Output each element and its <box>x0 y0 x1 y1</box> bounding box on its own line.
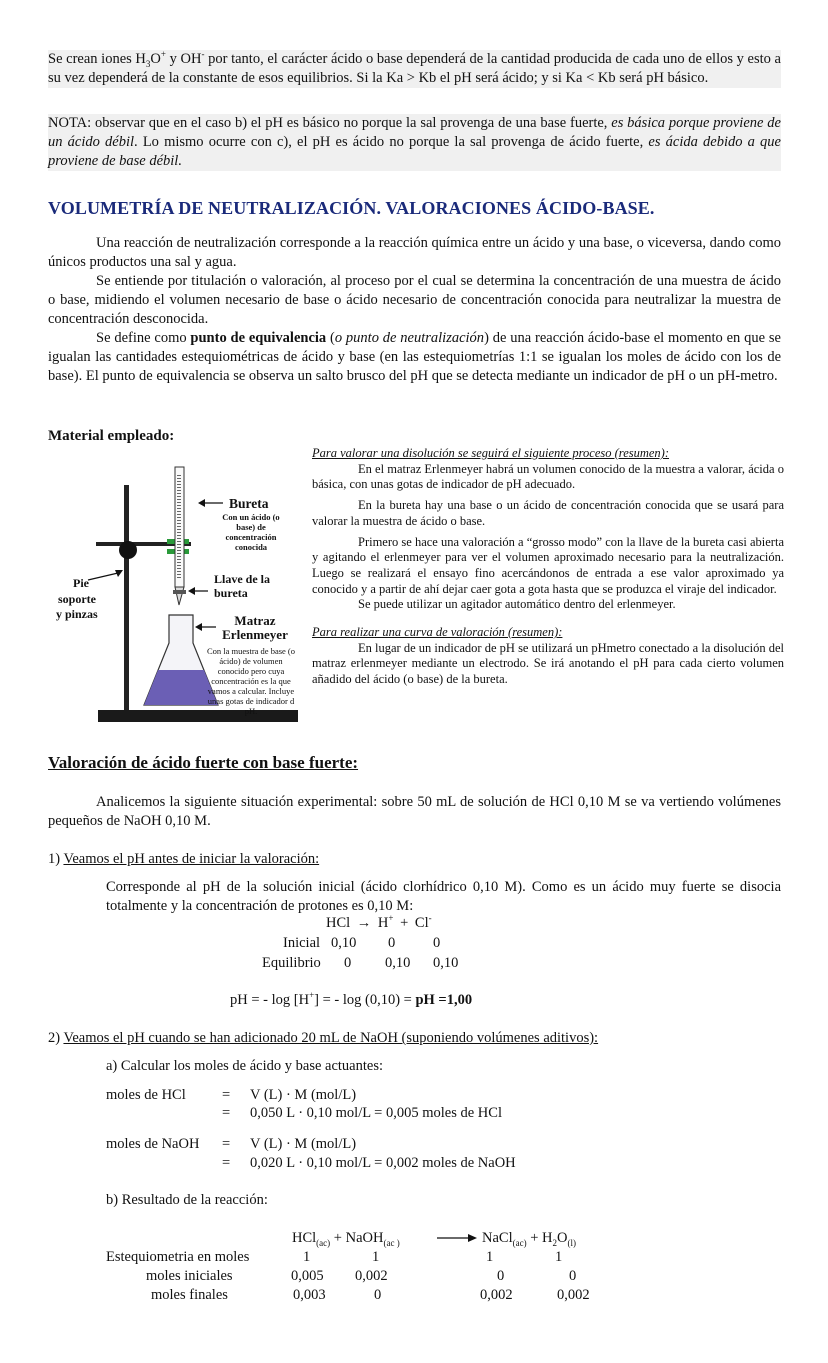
reaction-reactants: HCl$_{(ac)}$ + NaOH$_{(ac )}$ <box>292 1230 400 1248</box>
curve-step-1: En lugar de un indicador de pH se utilizará un pHmetro conectado a la disolución del matraz erlenmeyer mediante un electrodo. Se irá anotando el pH para cada cierto volumen añadido del ácido (o base) de la bureta. <box>312 640 784 687</box>
stoich-naoh: 1 <box>372 1249 380 1265</box>
section-paragraph-1: Una reacción de neutralización corresponde a la reacción química entre un ácido y una base, o viceversa, dando como únicos productos una sal y agua. <box>48 235 781 270</box>
fin-h2o: 0,002 <box>557 1287 590 1303</box>
fin-naoh: 0 <box>374 1287 382 1303</box>
row-eq-label: Equilibrio <box>262 955 321 971</box>
ini-hcl: 0,005 <box>291 1268 324 1284</box>
label-matraz-sub: Con la muestra de base (o ácido) de volumen conocido pero cuya concentración es la que vamos a calcular. Incluye unas gotas de indicador d pH. <box>206 646 296 716</box>
row-inicial-cl: 0 <box>433 935 441 951</box>
fin-hcl: 0,003 <box>293 1287 326 1303</box>
burette-tip <box>175 587 184 605</box>
material-title: Material empleado: <box>48 428 175 444</box>
stoich-nacl: 1 <box>486 1249 494 1265</box>
moles-naoh-line2: 0,020 L · 0,10 mol/L = 0,002 moles de NaOH <box>250 1155 516 1171</box>
reaction-products: NaCl$_{(ac)}$ + $H_2O_{(l)}$ <box>482 1230 576 1248</box>
reaction-arrow <box>437 1233 477 1243</box>
procedure-block <box>312 446 784 688</box>
label-pie: Pie <box>73 576 89 590</box>
moles-hcl-line2: 0,050 L · 0,10 mol/L = 0,005 moles de HCl <box>250 1105 502 1121</box>
section-title: VOLUMETRÍA DE NEUTRALIZACIÓN. VALORACIONES ÁCIDO-BASE. <box>48 198 655 218</box>
dissociation-equation: HCl → H+ + Cl- <box>326 913 432 931</box>
ini-label: moles iniciales <box>146 1268 233 1284</box>
ini-h2o: 0 <box>569 1268 577 1284</box>
intro-paragraph: Se crean iones $H_3O^+$ y OH- por tanto, el carácter ácido o base dependerá de la cantidad producida de cada uno de ellos y esto a su vez dependerá de la constante de esos equilibrios. Si la Ka > Kb el pH será ácido; y si Ka < Kb será pH básico. <box>48 49 781 86</box>
row-inicial-label: Inicial <box>283 935 321 951</box>
step1-heading: 1) Veamos el pH antes de iniciar la valoración: <box>48 851 320 867</box>
row-eq-hcl: 0 <box>344 955 352 971</box>
ini-naoh: 0,002 <box>355 1268 388 1284</box>
ph-result: pH =1,00 <box>415 992 473 1008</box>
row-eq-h: 0,10 <box>385 955 411 971</box>
procedure-step-1: En el matraz Erlenmeyer habrá un volumen conocido de la muestra a valorar, ácida o básica, con unas gotas de indicador de pH adecuado. <box>312 461 784 492</box>
valoracion-title: Valoración de ácido fuerte con base fuerte: <box>48 753 359 772</box>
step1-text: Corresponde al pH de la solución inicial (ácido clorhídrico 0,10 M). Como es un ácido muy fuerte se disocia totalmente y la concentración de protones es 0,10 M: <box>106 879 781 914</box>
ini-nacl: 0 <box>497 1268 505 1284</box>
valoracion-intro: Analicemos la siguiente situación experimental: sobre 50 mL de solución de HCl 0,10 M se va vertiendo volúmenes pequeños de NaOH 0,10 M. <box>48 794 781 829</box>
moles-naoh-label: moles de NaOH <box>106 1136 200 1152</box>
fin-nacl: 0,002 <box>480 1287 513 1303</box>
row-eq-cl: 0,10 <box>433 955 459 971</box>
step2-heading: 2) Veamos el pH cuando se han adicionado 20 mL de NaOH (suponiendo volúmenes aditivos): <box>48 1030 599 1046</box>
label-soporte: soporte <box>58 592 96 606</box>
stoich-h2o: 1 <box>555 1249 563 1265</box>
clamp-knob <box>119 541 137 559</box>
moles-hcl-label: moles de HCl <box>106 1087 186 1103</box>
moles-naoh-eq2: = <box>222 1155 231 1171</box>
burette-stopcock <box>173 590 186 594</box>
label-bureta: Bureta <box>229 496 269 511</box>
ph-calculation: pH = - log [H+] = - log (0,10) = pH =1,00 <box>230 990 473 1008</box>
moles-naoh-eq1: = <box>222 1136 231 1152</box>
section-paragraph-3: Se define como punto de equivalencia (o punto de neutralización) de una reacción ácido-base el momento en que se igualan las cantidades estequiométricas de ácido y base (en las estequiometrías 1:1 se igualan los moles de ácido con los de base). El punto de equivalencia se observa un salto brusco del pH que se detecta mediante un indicador de pH o un pH-metro. <box>48 330 781 384</box>
sub-a: a) Calcular los moles de ácido y base actuantes: <box>106 1058 384 1074</box>
moles-hcl-line1: V (L) · M (mol/L) <box>250 1087 357 1103</box>
procedure-step-3: Primero se hace una valoración a “grosso modo” con la llave de la bureta casi abierta y agitando el erlenmeyer para ver el volumen aproximado necesario para la neutralización. Luego se realizará el ensayo fino acercándonos de entrada a ese valor aproximado ya conocido y a partir de ahí dejar caer gota a gota hasta que se produzca el viraje del indicador. <box>312 534 784 596</box>
nota-paragraph: NOTA: observar que en el caso b) el pH es básico no porque la sal provenga de una base fuerte, es básica porque proviene de un ácido débil. Lo mismo ocurre con c), el pH es ácido no porque la sal provenga de ácido fuerte, es ácida debido a que proviene de base débil. <box>48 115 781 169</box>
label-matraz: Matraz Erlenmeyer <box>222 613 288 642</box>
stand-rod <box>124 485 129 715</box>
procedure-step-4: Se puede utilizar un agitador automático dentro del erlenmeyer. <box>358 597 676 612</box>
moles-hcl-eq2: = <box>222 1105 231 1121</box>
procedure-step-2: En la bureta hay una base o un ácido de concentración conocida que se usará para valorar la muestra de ácido o base. <box>312 498 784 528</box>
label-pinzas: y pinzas <box>56 607 98 621</box>
moles-hcl-eq1: = <box>222 1087 231 1103</box>
procedure-title: Para valorar una disolución se seguirá el siguiente proceso (resumen): <box>312 446 670 460</box>
curve-title: Para realizar una curva de valoración (resumen): <box>312 625 563 640</box>
stoich-hcl: 1 <box>303 1249 311 1265</box>
stoich-label: Estequiometria en moles <box>106 1249 250 1265</box>
sub-b: b) Resultado de la reacción: <box>106 1192 268 1208</box>
moles-naoh-line1: V (L) · M (mol/L) <box>250 1136 357 1152</box>
fin-label: moles finales <box>151 1287 228 1303</box>
section-paragraph-2: Se entiende por titulación o valoración, al proceso por el cual se determina la concentración de una muestra de ácido o base, midiendo el volumen necesario de base o ácido necesario de concentración conocida para neutralizar la muestra de concentración desconocida. <box>48 273 781 327</box>
label-llave: Llave de la bureta <box>214 572 270 600</box>
row-inicial-hcl: 0,10 <box>331 935 357 951</box>
label-bureta-sub: Con un ácido (o base) de concentración conocida <box>222 512 280 552</box>
row-inicial-h: 0 <box>388 935 396 951</box>
